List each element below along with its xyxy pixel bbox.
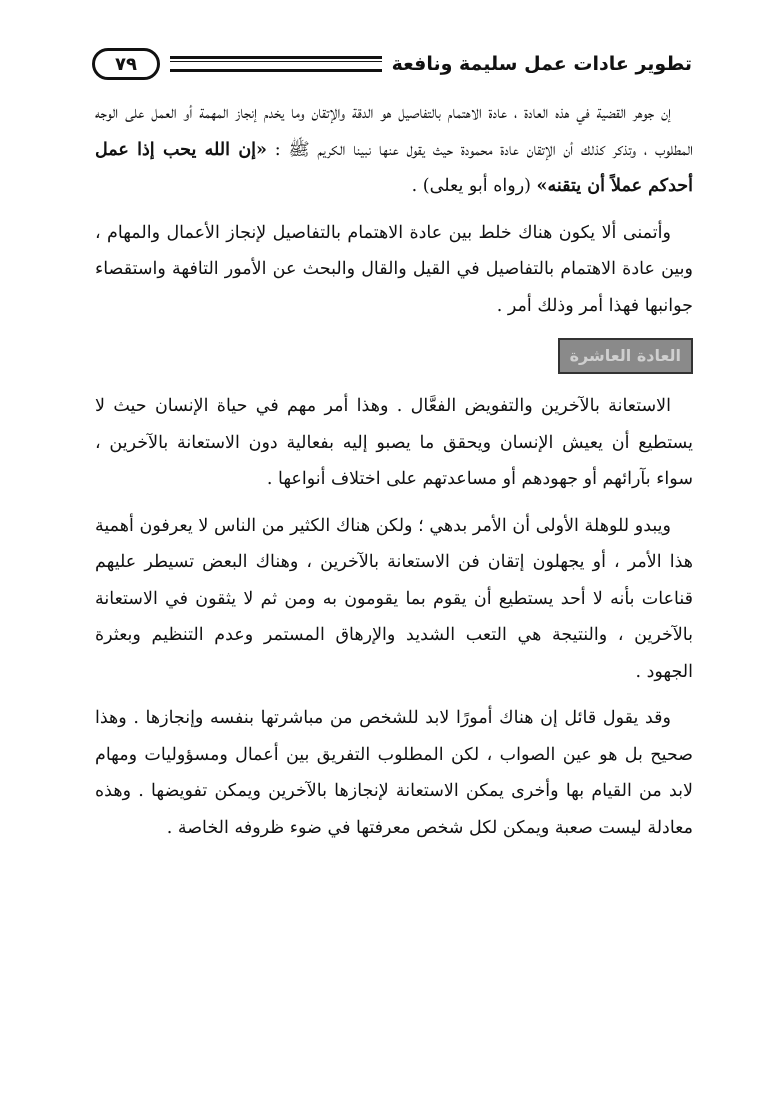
paragraph-1-text: إن جوهر القضية في هذه العادة ، عادة الاهتمام بالتفاصيل هو الدقة والإتقان وما يخدم إنجاز المهمة أو العمل على الوجه المطلوب ، وتذكر كذلك أن الإتقان عادة محمودة حيث يقول عنها نبينا الكريم ﷺ : xyxy=(95,103,693,160)
hadith-citation: (رواه أبو يعلى) . xyxy=(411,176,537,196)
page-content xyxy=(95,95,693,846)
section-heading: العادة العاشرة xyxy=(558,338,693,374)
paragraph-5: وقد يقول قائل إن هناك أمورًا لابد للشخص من مباشرتها بنفسه وإنجازها . وهذا صحيح بل هو عين الصواب ، لكن المطلوب التفريق بين أعمال ومسؤوليات ومهام لابد من القيام بها وأخرى يمكن الاستعانة لإنجازها بالآخرين ويمكن تفويضها . وهذه معادلة ليست صعبة ويمكن لكل شخص معرفتها في ضوء ظروفه الخاصة . xyxy=(95,708,693,838)
header-rule xyxy=(170,56,382,72)
running-header xyxy=(92,44,692,84)
paragraph-1 xyxy=(95,95,693,205)
running-header-title: تطوير عادات عمل سليمة ونافعة xyxy=(391,53,692,75)
paragraph-3: الاستعانة بالآخرين والتفويض الفعَّال . وهذا أمر مهم في حياة الإنسان حيث لا يستطيع أن يعيش الإنسان ويحقق ما يصبو إليه بفعالية دون الاستعانة بالآخرين ، سواء بآرائهم أو جهودهم أو مساعدتهم على اختلاف أنواعها . xyxy=(95,396,693,489)
page-number: ٧٩ xyxy=(92,48,160,80)
hadith-quote: «إن الله يحب إذا عمل أحدكم عملاً أن يتقنه» xyxy=(95,139,693,196)
section-heading-block xyxy=(95,334,693,378)
paragraph-2: وأتمنى ألا يكون هناك خلط بين عادة الاهتمام بالتفاصيل لإنجاز الأعمال والمهام ، وبين عادة الاهتمام بالتفاصيل في القيل والقال والبحث عن الأمور التافهة واستقصاء جوانبها فهذا أمر وذلك أمر . xyxy=(95,222,693,316)
paragraph-4: ويبدو للوهلة الأولى أن الأمر بدهي ؛ ولكن هناك الكثير من الناس لا يعرفون أهمية هذا الأمر ، أو يجهلون إتقان فن الاستعانة بالآخرين ، وهناك البعض تسيطر عليهم قناعات بأنه لا أحد يستطيع أن يقوم بما يقومون به ومن ثم لا يثقون في الاستعانة بالآخرين ، والنتيجة هي التعب الشديد والإرهاق المستمر وعدم التنظيم وبعثرة الجهود . xyxy=(95,515,693,682)
